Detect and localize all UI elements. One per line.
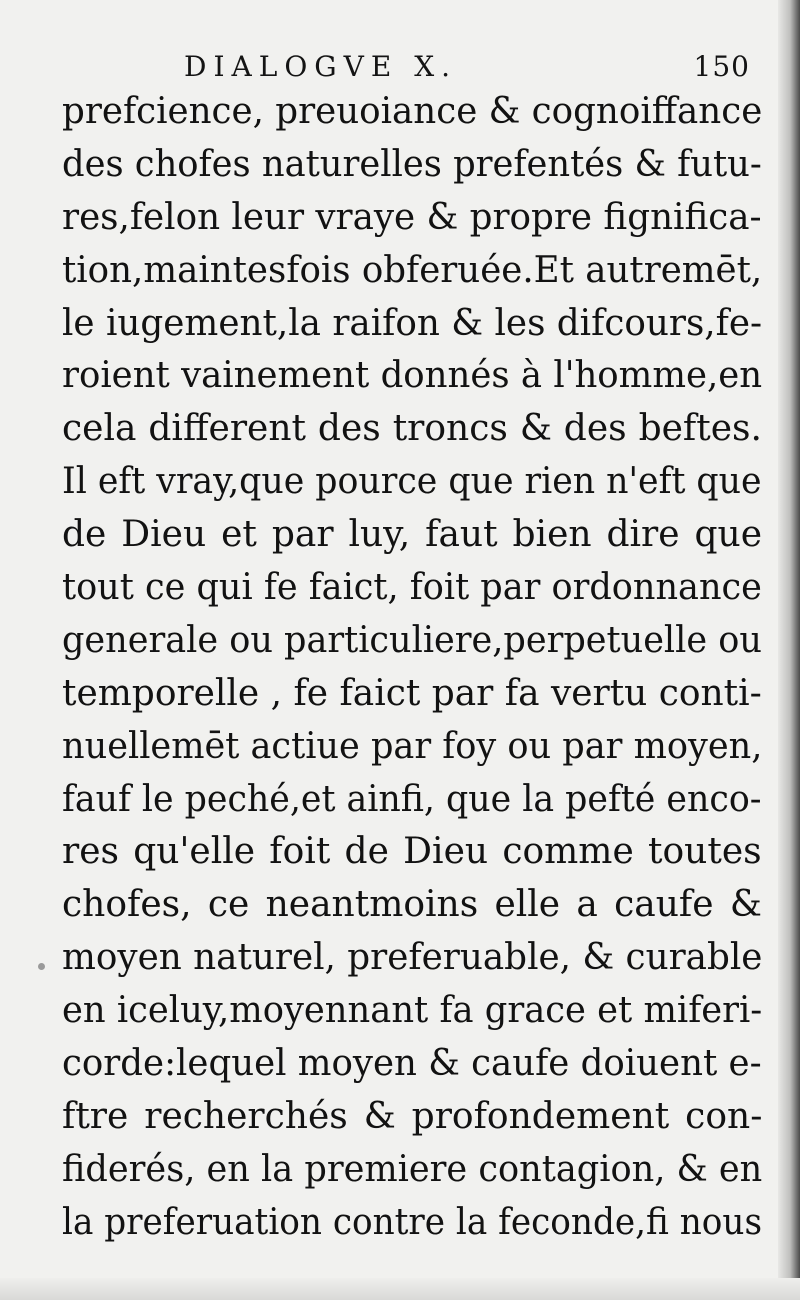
running-title: DIALOGVE X. (184, 50, 458, 83)
text-line: Il eft vray,que pource que rien n'eft que (62, 461, 762, 503)
text-line: chofes, ce neantmoins elle a caufe & (62, 884, 762, 926)
text-line: fauf le peché,et ainfi, que la pefté enco- (62, 778, 762, 820)
text-line: tout ce qui fe faict, foit par ordonnance (62, 567, 762, 609)
text-line: roient vainement donnés à l'homme,en (62, 355, 763, 397)
text-line: res,felon leur vraye & propre fignifica- (62, 196, 762, 238)
page-edge-shadow (778, 0, 800, 1300)
text-line: prefcience, preuoiance & cognoiffance (62, 91, 763, 132)
text-line: de Dieu et par luy, faut bien dire que (62, 514, 763, 556)
text-line: tion,maintesfois obferuée.Et autremēt, (62, 249, 763, 291)
text-line: fiderés, en la premiere contagion, & en (62, 1148, 763, 1190)
page-number: 150 (693, 50, 750, 83)
ink-speck (38, 963, 45, 970)
text-line: generale ou particuliere,perpetuelle ou (62, 619, 762, 661)
page-bottom-edge (0, 1278, 800, 1300)
text-line: des chofes naturelles prefentés & futu- (62, 143, 762, 185)
text-line: cela different des troncs & des beftes. (62, 408, 762, 450)
text-line: corde:lequel moyen & caufe doiuent e- (62, 1043, 762, 1085)
text-line: res qu'elle foit de Dieu comme toutes (62, 831, 762, 873)
text-line: le iugement,la raifon & les difcours,fe- (62, 302, 763, 344)
page-header (170, 42, 750, 92)
text-line: moyen naturel, preferuable, & curable (62, 937, 763, 979)
text-line: temporelle , fe faict par fa vertu conti- (62, 672, 762, 714)
body-text (62, 86, 762, 1250)
text-line: la preferuation contre la feconde,fi nous (62, 1201, 763, 1243)
text-line: nuellemēt actiue par foy ou par moyen, (62, 725, 763, 767)
text-line: en iceluy,moyennant fa grace et miferi- (62, 990, 763, 1032)
text-line: ftre recherchés & profondement con- (62, 1095, 763, 1137)
